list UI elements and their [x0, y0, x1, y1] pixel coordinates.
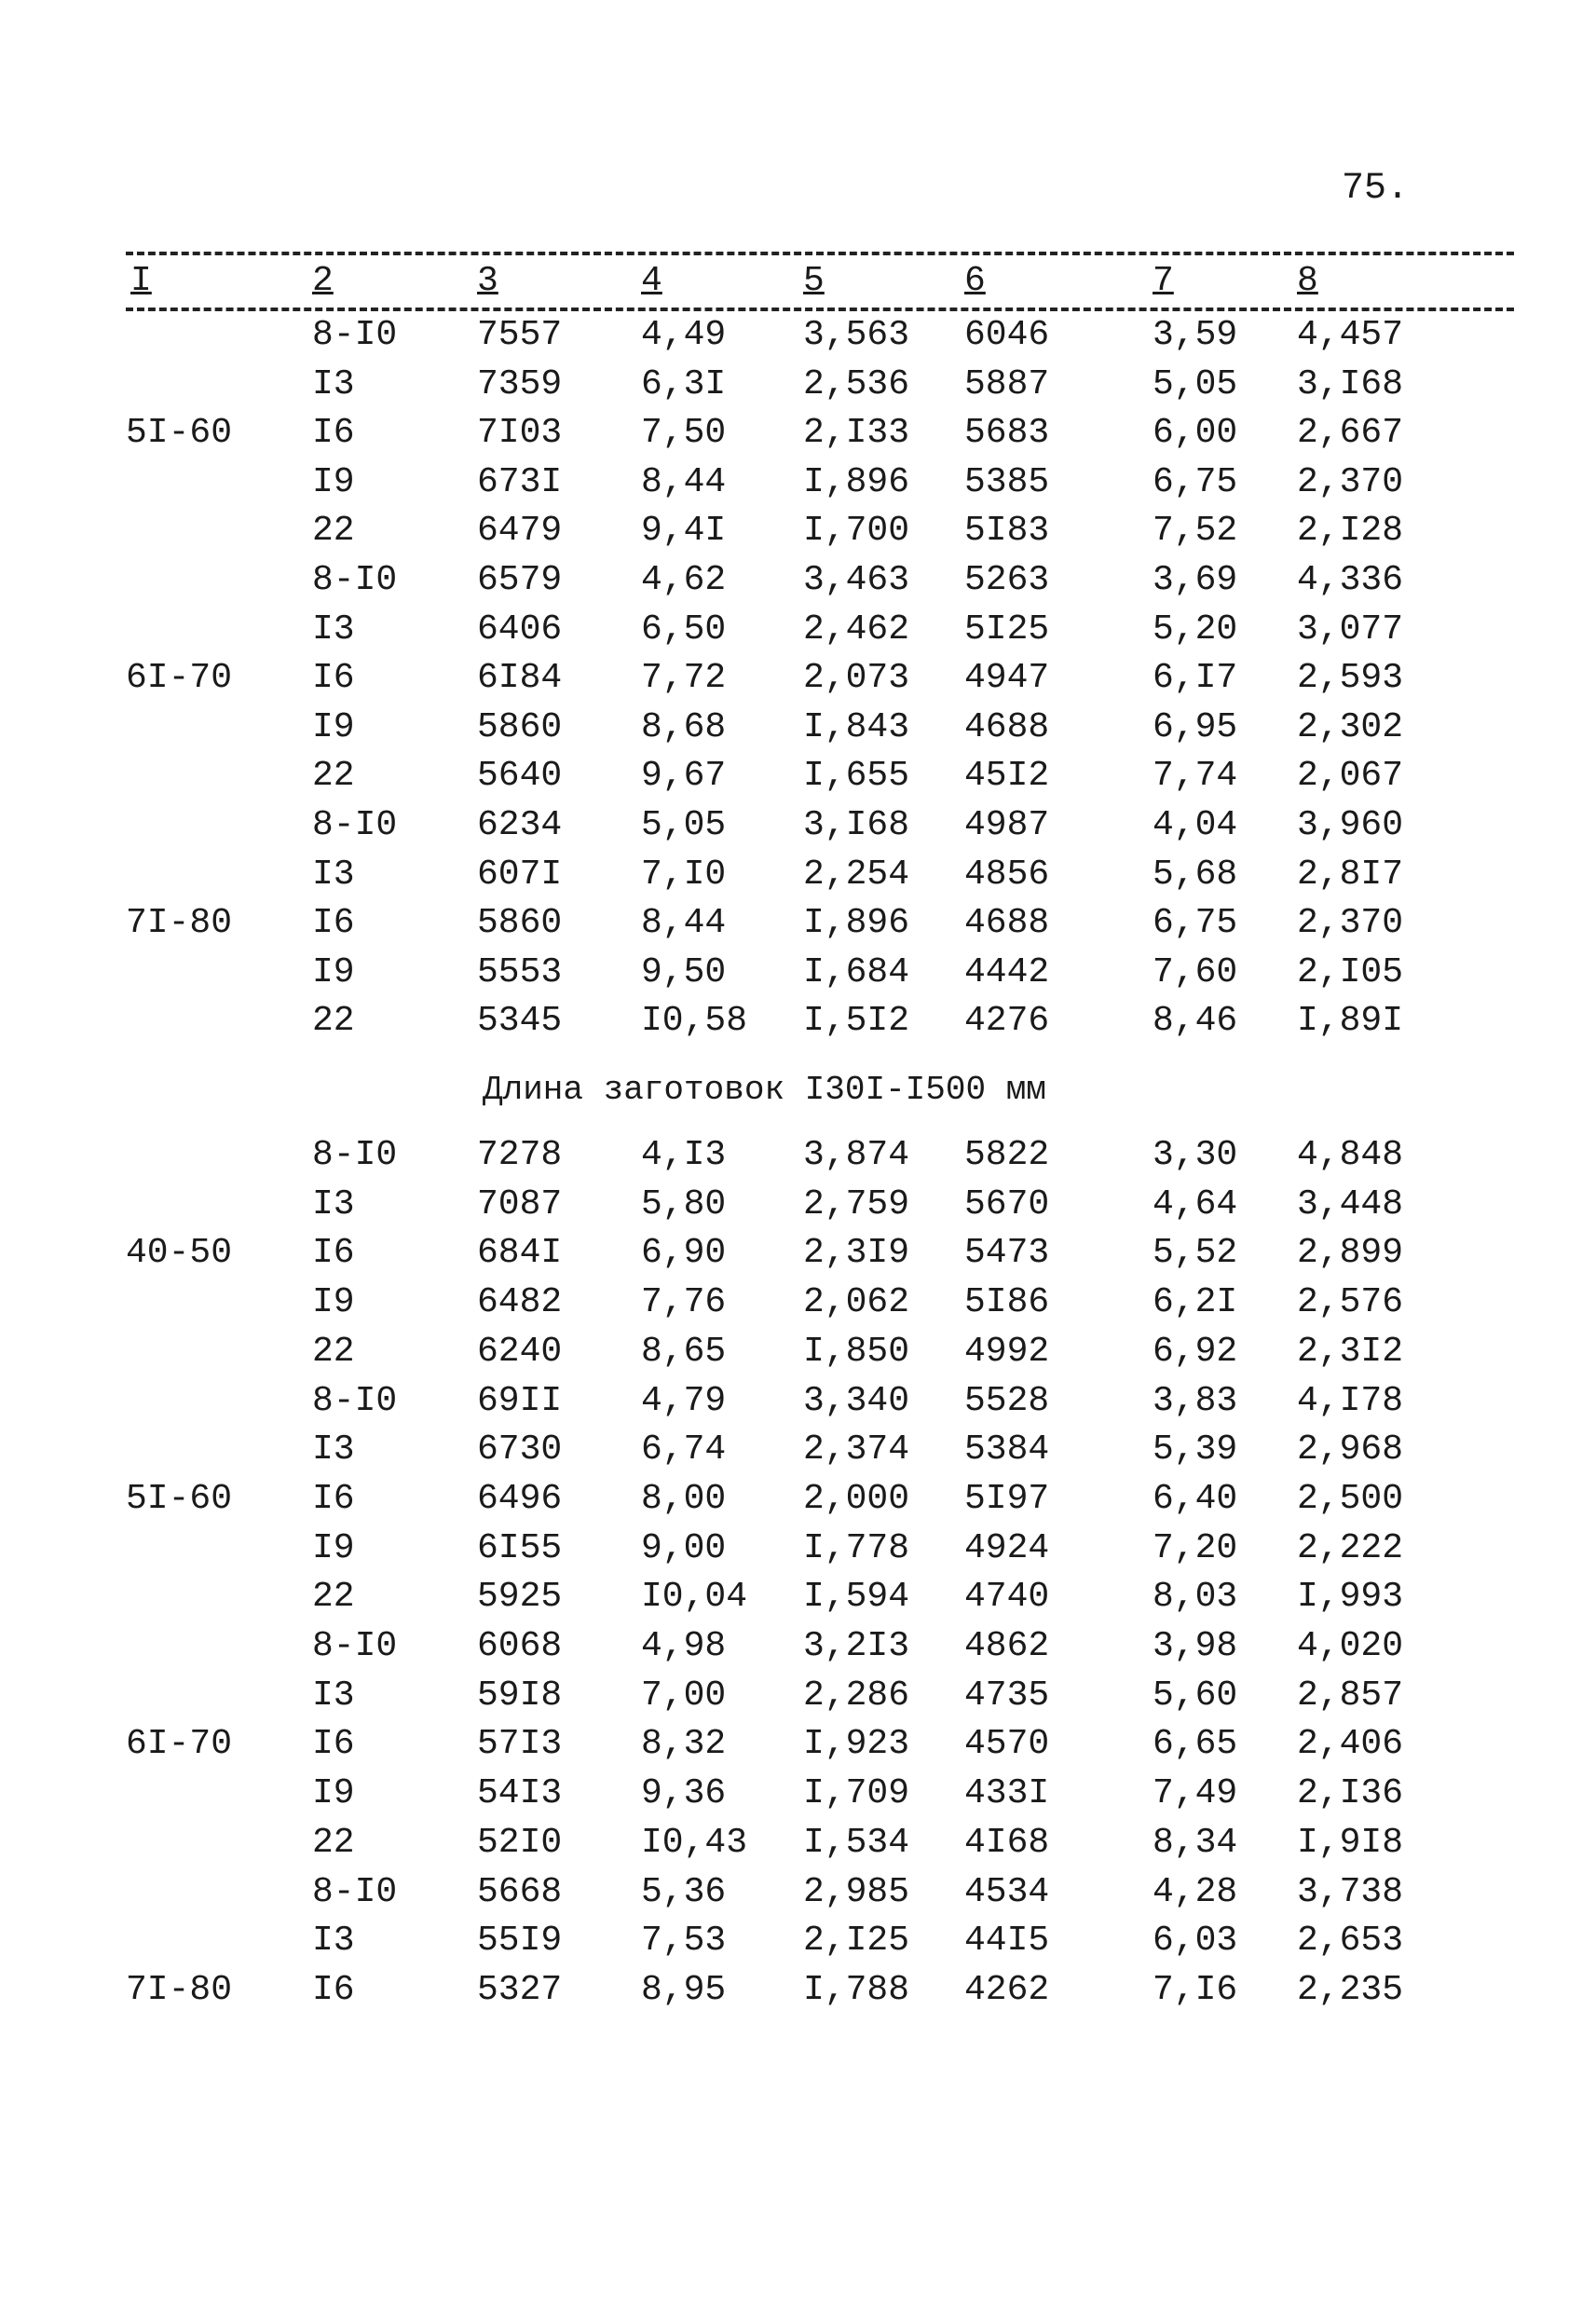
table-cell-col-7: 4,04: [1153, 805, 1238, 845]
table-cell-col-5: 3,340: [803, 1381, 910, 1421]
table-cell-col-3: 52I0: [477, 1823, 563, 1863]
table-cell-col-2: 22: [312, 756, 355, 796]
table-row: [0, 1525, 1596, 1572]
table-cell-col-7: 6,65: [1153, 1724, 1238, 1764]
table-cell-col-3: 7087: [477, 1184, 563, 1224]
table-cell-col-1: 7I-80: [126, 903, 233, 943]
table-cell-col-7: 6,75: [1153, 903, 1238, 943]
table-cell-col-2: I9: [312, 1773, 355, 1813]
table-cell-col-6: 5473: [964, 1233, 1050, 1273]
table-cell-col-4: 6,74: [641, 1429, 727, 1470]
table-cell-col-4: 8,44: [641, 903, 727, 943]
table-cell-col-6: 4276: [964, 1001, 1050, 1041]
table-cell-col-8: 3,I68: [1297, 364, 1404, 404]
table-cell-col-5: 2,985: [803, 1872, 910, 1912]
table-cell-col-5: I,534: [803, 1823, 910, 1863]
table-cell-col-5: 2,I33: [803, 413, 910, 453]
table-cell-col-3: 6406: [477, 609, 563, 650]
table-cell-col-5: I,788: [803, 1970, 910, 2010]
table-cell-col-7: 8,46: [1153, 1001, 1238, 1041]
table-cell-col-5: 2,286: [803, 1675, 910, 1716]
table-cell-col-6: 4688: [964, 903, 1050, 943]
table-cell-col-7: 5,39: [1153, 1429, 1238, 1470]
table-row: [0, 459, 1596, 506]
table-row: [0, 1918, 1596, 1964]
table-cell-col-3: 7359: [477, 364, 563, 404]
table-cell-col-2: I6: [312, 1970, 355, 2010]
section-title: Длина заготовок I30I-I500 мм: [483, 1071, 1046, 1109]
table-row: [0, 508, 1596, 554]
table-cell-col-6: 5822: [964, 1135, 1050, 1175]
table-cell-col-7: 3,69: [1153, 560, 1238, 600]
table-cell-col-6: 4924: [964, 1528, 1050, 1568]
table-cell-col-4: 4,49: [641, 315, 727, 355]
table-cell-col-6: 5683: [964, 413, 1050, 453]
table-cell-col-6: 4987: [964, 805, 1050, 845]
table-cell-col-2: 8-I0: [312, 315, 398, 355]
table-cell-col-5: 2,536: [803, 364, 910, 404]
table-cell-col-8: I,993: [1297, 1577, 1404, 1617]
table-cell-col-3: 59I8: [477, 1675, 563, 1716]
table-row: [0, 1182, 1596, 1228]
table-row: [0, 1329, 1596, 1375]
table-cell-col-6: 4735: [964, 1675, 1050, 1716]
table-cell-col-5: I,700: [803, 511, 910, 551]
table-cell-col-6: 4688: [964, 707, 1050, 747]
table-cell-col-8: I,89I: [1297, 1001, 1404, 1041]
table-cell-col-6: 5I83: [964, 511, 1050, 551]
header-col-4: 4: [641, 261, 662, 301]
table-cell-col-6: 5I97: [964, 1479, 1050, 1519]
table-cell-col-8: 2,406: [1297, 1724, 1404, 1764]
table-cell-col-2: 8-I0: [312, 805, 398, 845]
table-cell-col-5: I,923: [803, 1724, 910, 1764]
table-cell-col-1: 40-50: [126, 1233, 233, 1273]
table-cell-col-4: 4,79: [641, 1381, 727, 1421]
table-cell-col-4: 5,80: [641, 1184, 727, 1224]
table-cell-col-2: 8-I0: [312, 1626, 398, 1666]
table-row: [0, 1378, 1596, 1425]
table-cell-col-1: 5I-60: [126, 413, 233, 453]
table-row: [0, 1869, 1596, 1916]
table-cell-col-4: 4,I3: [641, 1135, 727, 1175]
table-cell-col-7: 7,I6: [1153, 1970, 1238, 2010]
table-cell-col-5: 2,073: [803, 658, 910, 698]
table-cell-col-3: 5553: [477, 952, 563, 992]
table-cell-col-8: 3,077: [1297, 609, 1404, 650]
table-cell-col-6: 5384: [964, 1429, 1050, 1470]
table-row: [0, 852, 1596, 898]
table-cell-col-3: 7I03: [477, 413, 563, 453]
table-cell-col-2: I3: [312, 855, 355, 895]
table-cell-col-5: 2,I25: [803, 1921, 910, 1961]
table-cell-col-6: 45I2: [964, 756, 1050, 796]
table-cell-col-3: 6I55: [477, 1528, 563, 1568]
table-cell-col-4: 9,00: [641, 1528, 727, 1568]
table-cell-col-3: 684I: [477, 1233, 563, 1273]
table-cell-col-8: 2,968: [1297, 1429, 1404, 1470]
table-cell-col-2: I6: [312, 1233, 355, 1273]
table-cell-col-7: 5,20: [1153, 609, 1238, 650]
table-cell-col-8: 4,020: [1297, 1626, 1404, 1666]
table-cell-col-6: 4992: [964, 1332, 1050, 1372]
table-row: [0, 1623, 1596, 1670]
table-row: [0, 362, 1596, 408]
table-cell-col-3: 7278: [477, 1135, 563, 1175]
table-cell-col-4: 6,90: [641, 1233, 727, 1273]
table-cell-col-2: I9: [312, 707, 355, 747]
table-cell-col-8: 3,960: [1297, 805, 1404, 845]
table-cell-col-7: 6,75: [1153, 462, 1238, 502]
table-cell-col-7: 3,59: [1153, 315, 1238, 355]
table-cell-col-8: 2,667: [1297, 413, 1404, 453]
table-cell-col-4: 7,50: [641, 413, 727, 453]
table-cell-col-7: 3,83: [1153, 1381, 1238, 1421]
table-row: [0, 1132, 1596, 1179]
table-cell-col-4: 9,50: [641, 952, 727, 992]
table-cell-col-3: 5925: [477, 1577, 563, 1617]
table-cell-col-4: 9,36: [641, 1773, 727, 1813]
table-cell-col-4: 4,62: [641, 560, 727, 600]
table-cell-col-2: 8-I0: [312, 560, 398, 600]
table-cell-col-5: 3,2I3: [803, 1626, 910, 1666]
header-col-1: I: [130, 261, 152, 301]
table-cell-col-6: 4862: [964, 1626, 1050, 1666]
table-cell-col-7: 3,30: [1153, 1135, 1238, 1175]
table-cell-col-7: 3,98: [1153, 1626, 1238, 1666]
table-cell-col-5: 2,062: [803, 1282, 910, 1322]
table-cell-col-3: 6068: [477, 1626, 563, 1666]
table-cell-col-3: 54I3: [477, 1773, 563, 1813]
table-cell-col-8: 2,500: [1297, 1479, 1404, 1519]
table-cell-col-6: 5670: [964, 1184, 1050, 1224]
table-cell-col-6: 4I68: [964, 1823, 1050, 1863]
table-cell-col-2: I3: [312, 1921, 355, 1961]
header-col-8: 8: [1297, 261, 1318, 301]
table-cell-col-6: 5I25: [964, 609, 1050, 650]
table-cell-col-2: I9: [312, 1528, 355, 1568]
table-cell-col-4: I0,43: [641, 1823, 748, 1863]
table-cell-col-7: 7,74: [1153, 756, 1238, 796]
table-cell-col-5: 3,563: [803, 315, 910, 355]
table-cell-col-7: 6,03: [1153, 1921, 1238, 1961]
table-cell-col-3: 673I: [477, 462, 563, 502]
table-cell-col-4: I0,58: [641, 1001, 748, 1041]
table-cell-col-5: I,843: [803, 707, 910, 747]
table-cell-col-2: 22: [312, 511, 355, 551]
table-cell-col-2: I9: [312, 1282, 355, 1322]
table-cell-col-7: 8,34: [1153, 1823, 1238, 1863]
table-cell-col-4: I0,04: [641, 1577, 748, 1617]
table-cell-col-5: I,896: [803, 462, 910, 502]
table-cell-col-3: 5860: [477, 707, 563, 747]
table-row: [0, 312, 1596, 359]
table-cell-col-6: 5528: [964, 1381, 1050, 1421]
table-cell-col-5: 3,I68: [803, 805, 910, 845]
table-cell-col-3: 6496: [477, 1479, 563, 1519]
table-cell-col-7: 6,00: [1153, 413, 1238, 453]
table-row: [0, 1574, 1596, 1620]
table-cell-col-4: 7,00: [641, 1675, 727, 1716]
header-col-5: 5: [803, 261, 825, 301]
table-cell-col-7: 5,05: [1153, 364, 1238, 404]
top-dashed-line: [126, 252, 1514, 255]
table-cell-col-8: 2,576: [1297, 1282, 1404, 1322]
table-row: [0, 998, 1596, 1045]
table-cell-col-8: 4,I78: [1297, 1381, 1404, 1421]
table-cell-col-7: 7,49: [1153, 1773, 1238, 1813]
table-header: [0, 261, 1596, 308]
table-cell-col-6: 5385: [964, 462, 1050, 502]
table-cell-col-8: 2,653: [1297, 1921, 1404, 1961]
table-cell-col-4: 7,72: [641, 658, 727, 698]
table-cell-col-3: 5327: [477, 1970, 563, 2010]
table-cell-col-3: 6579: [477, 560, 563, 600]
table-cell-col-7: 4,28: [1153, 1872, 1238, 1912]
table-cell-col-2: 8-I0: [312, 1872, 398, 1912]
table-cell-col-2: I9: [312, 462, 355, 502]
table-cell-col-6: 4947: [964, 658, 1050, 698]
table-row: [0, 1230, 1596, 1277]
table-cell-col-3: 6730: [477, 1429, 563, 1470]
table-cell-col-4: 5,36: [641, 1872, 727, 1912]
table-cell-col-6: 4262: [964, 1970, 1050, 2010]
table-cell-col-8: 4,336: [1297, 560, 1404, 600]
table-row: [0, 607, 1596, 653]
table-cell-col-3: 7557: [477, 315, 563, 355]
table-row: [0, 802, 1596, 849]
table-cell-col-8: 2,222: [1297, 1528, 1404, 1568]
table-cell-col-2: I3: [312, 1429, 355, 1470]
table-cell-col-4: 9,67: [641, 756, 727, 796]
table-cell-col-7: 7,52: [1153, 511, 1238, 551]
table-cell-col-6: 4856: [964, 855, 1050, 895]
page-number: 75.: [1342, 168, 1410, 210]
table-cell-col-2: I3: [312, 609, 355, 650]
table-cell-col-3: 6240: [477, 1332, 563, 1372]
table-cell-col-6: 5887: [964, 364, 1050, 404]
table-cell-col-5: I,655: [803, 756, 910, 796]
table-cell-col-4: 7,76: [641, 1282, 727, 1322]
table-cell-col-3: 6234: [477, 805, 563, 845]
table-cell-col-8: 2,235: [1297, 1970, 1404, 2010]
table-cell-col-6: 5I86: [964, 1282, 1050, 1322]
table-cell-col-3: 6482: [477, 1282, 563, 1322]
table-row: [0, 950, 1596, 996]
table-row: [0, 704, 1596, 751]
table-row: [0, 753, 1596, 800]
table-cell-col-3: 69II: [477, 1381, 563, 1421]
table-cell-col-4: 6,50: [641, 609, 727, 650]
table-cell-col-7: 7,60: [1153, 952, 1238, 992]
header-col-6: 6: [964, 261, 986, 301]
table-row: [0, 410, 1596, 457]
table-cell-col-4: 8,32: [641, 1724, 727, 1764]
table-cell-col-2: 22: [312, 1577, 355, 1617]
table-cell-col-5: 2,462: [803, 609, 910, 650]
table-cell-col-4: 8,65: [641, 1332, 727, 1372]
table-cell-col-8: I,9I8: [1297, 1823, 1404, 1863]
table-cell-col-8: 2,I05: [1297, 952, 1404, 992]
table-cell-col-6: 433I: [964, 1773, 1050, 1813]
table-cell-col-3: 5345: [477, 1001, 563, 1041]
table-cell-col-7: 6,I7: [1153, 658, 1238, 698]
table-row: [0, 1967, 1596, 2014]
table-cell-col-5: I,896: [803, 903, 910, 943]
table-cell-col-7: 6,95: [1153, 707, 1238, 747]
table-cell-col-4: 8,95: [641, 1970, 727, 2010]
table-cell-col-3: 6479: [477, 511, 563, 551]
table-cell-col-5: I,850: [803, 1332, 910, 1372]
table-row: [0, 1721, 1596, 1768]
table-cell-col-8: 4,457: [1297, 315, 1404, 355]
table-cell-col-3: 5640: [477, 756, 563, 796]
table-cell-col-2: 22: [312, 1332, 355, 1372]
table-cell-col-2: 8-I0: [312, 1381, 398, 1421]
table-cell-col-3: 5860: [477, 903, 563, 943]
table-cell-col-2: I3: [312, 1184, 355, 1224]
table-cell-col-6: 4442: [964, 952, 1050, 992]
table-row: [0, 557, 1596, 604]
table-row: [0, 900, 1596, 947]
table-row: [0, 1279, 1596, 1326]
table-cell-col-5: 2,3I9: [803, 1233, 910, 1273]
table-cell-col-6: 44I5: [964, 1921, 1050, 1961]
table-cell-col-3: 6I84: [477, 658, 563, 698]
table-row: [0, 1820, 1596, 1867]
table-cell-col-5: 2,374: [803, 1429, 910, 1470]
table-cell-col-2: 22: [312, 1823, 355, 1863]
table-cell-col-4: 8,44: [641, 462, 727, 502]
table-cell-col-2: 8-I0: [312, 1135, 398, 1175]
table-row: [0, 655, 1596, 702]
table-cell-col-5: I,684: [803, 952, 910, 992]
table-cell-col-4: 8,68: [641, 707, 727, 747]
table-cell-col-7: 8,03: [1153, 1577, 1238, 1617]
table-cell-col-7: 6,92: [1153, 1332, 1238, 1372]
table-cell-col-8: 2,067: [1297, 756, 1404, 796]
table-cell-col-8: 2,370: [1297, 903, 1404, 943]
table-cell-col-7: 5,60: [1153, 1675, 1238, 1716]
table-cell-col-6: 4570: [964, 1724, 1050, 1764]
table-cell-col-2: I9: [312, 952, 355, 992]
table-cell-col-8: 4,848: [1297, 1135, 1404, 1175]
table-cell-col-7: 7,20: [1153, 1528, 1238, 1568]
table-cell-col-6: 4740: [964, 1577, 1050, 1617]
table-cell-col-5: I,594: [803, 1577, 910, 1617]
table-cell-col-1: 7I-80: [126, 1970, 233, 2010]
table-cell-col-7: 6,2I: [1153, 1282, 1238, 1322]
table-cell-col-7: 5,52: [1153, 1233, 1238, 1273]
table-cell-col-4: 6,3I: [641, 364, 727, 404]
table-cell-col-4: 7,I0: [641, 855, 727, 895]
table-row: [0, 1427, 1596, 1473]
table-cell-col-5: 3,874: [803, 1135, 910, 1175]
table-cell-col-5: 2,759: [803, 1184, 910, 1224]
table-cell-col-4: 8,00: [641, 1479, 727, 1519]
table-cell-col-2: I6: [312, 903, 355, 943]
table-cell-col-2: I3: [312, 1675, 355, 1716]
table-cell-col-8: 2,593: [1297, 658, 1404, 698]
table-cell-col-7: 5,68: [1153, 855, 1238, 895]
table-row: [0, 1476, 1596, 1523]
table-cell-col-6: 4534: [964, 1872, 1050, 1912]
table-cell-col-2: I6: [312, 1479, 355, 1519]
table-row: [0, 1673, 1596, 1719]
table-cell-col-4: 5,05: [641, 805, 727, 845]
table-cell-col-3: 55I9: [477, 1921, 563, 1961]
table-cell-col-1: 5I-60: [126, 1479, 233, 1519]
table-cell-col-3: 5668: [477, 1872, 563, 1912]
table-cell-col-5: I,5I2: [803, 1001, 910, 1041]
table-cell-col-8: 2,8I7: [1297, 855, 1404, 895]
table-cell-col-4: 9,4I: [641, 511, 727, 551]
table-cell-col-5: 2,000: [803, 1479, 910, 1519]
header-dashed-line: [126, 308, 1514, 311]
table-cell-col-8: 2,857: [1297, 1675, 1404, 1716]
table-cell-col-3: 57I3: [477, 1724, 563, 1764]
table-cell-col-2: I6: [312, 658, 355, 698]
table-row: [0, 1771, 1596, 1817]
table-cell-col-4: 4,98: [641, 1626, 727, 1666]
table-cell-col-8: 2,370: [1297, 462, 1404, 502]
table-cell-col-6: 6046: [964, 315, 1050, 355]
table-cell-col-2: 22: [312, 1001, 355, 1041]
header-col-7: 7: [1153, 261, 1174, 301]
table-cell-col-8: 3,738: [1297, 1872, 1404, 1912]
table-cell-col-8: 3,448: [1297, 1184, 1404, 1224]
header-col-3: 3: [477, 261, 498, 301]
table-cell-col-5: 2,254: [803, 855, 910, 895]
table-cell-col-5: I,709: [803, 1773, 910, 1813]
table-cell-col-7: 6,40: [1153, 1479, 1238, 1519]
header-col-2: 2: [312, 261, 334, 301]
table-cell-col-8: 2,I36: [1297, 1773, 1404, 1813]
table-cell-col-2: I6: [312, 413, 355, 453]
table-cell-col-2: I3: [312, 364, 355, 404]
table-cell-col-4: 7,53: [641, 1921, 727, 1961]
table-cell-col-8: 2,I28: [1297, 511, 1404, 551]
table-cell-col-8: 2,3I2: [1297, 1332, 1404, 1372]
table-cell-col-1: 6I-70: [126, 1724, 233, 1764]
table-cell-col-7: 4,64: [1153, 1184, 1238, 1224]
table-cell-col-3: 607I: [477, 855, 563, 895]
table-cell-col-1: 6I-70: [126, 658, 233, 698]
table-cell-col-5: 3,463: [803, 560, 910, 600]
table-cell-col-6: 5263: [964, 560, 1050, 600]
table-cell-col-2: I6: [312, 1724, 355, 1764]
table-cell-col-5: I,778: [803, 1528, 910, 1568]
table-cell-col-8: 2,899: [1297, 1233, 1404, 1273]
table-cell-col-8: 2,302: [1297, 707, 1404, 747]
